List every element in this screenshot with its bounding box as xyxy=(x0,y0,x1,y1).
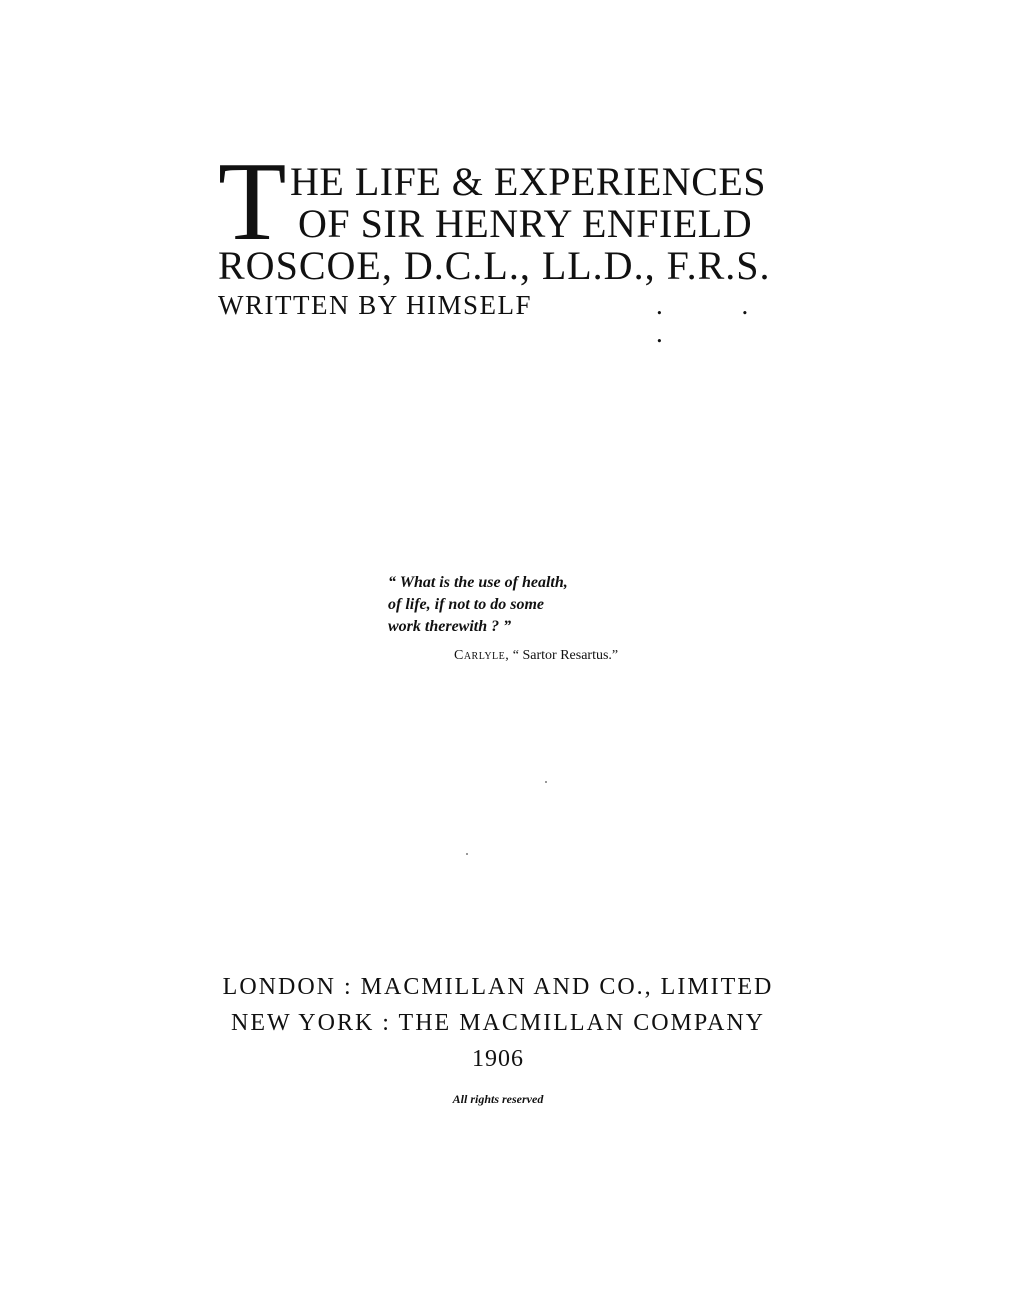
title-line-1: HE LIFE & EXPERIENCES xyxy=(290,159,767,204)
title-line-4: WRITTEN BY HIMSELF xyxy=(218,290,532,320)
scan-speck xyxy=(466,853,468,855)
imprint-london: LONDON : MACMILLAN AND CO., LIMITED xyxy=(222,974,774,1000)
epigraph-author: Carlyle, xyxy=(454,648,510,663)
epigraph-quote xyxy=(388,572,688,638)
title-block xyxy=(218,140,788,348)
epigraph-work: “ Sartor Resartus.” xyxy=(512,648,619,663)
epigraph-line-2: of life, if not to do some xyxy=(388,596,544,613)
title-line-2: OF SIR HENRY ENFIELD xyxy=(298,201,753,246)
epigraph-line-3: work therewith ? ” xyxy=(388,618,512,635)
imprint-new-york: NEW YORK : THE MACMILLAN COMPANY xyxy=(230,1010,766,1036)
epigraph-line-1: “ What is the use of health, xyxy=(388,574,568,591)
title-line-3: ROSCOE, D.C.L., LL.D., F.R.S. xyxy=(218,243,771,288)
epigraph-attribution xyxy=(454,648,618,664)
title-ellipsis: . . . xyxy=(656,290,785,348)
rights-notice: All rights reserved xyxy=(452,1092,544,1106)
scan-speck xyxy=(545,781,547,783)
publication-year: 1906 xyxy=(472,1046,524,1072)
title-drop-cap: T xyxy=(218,140,287,264)
